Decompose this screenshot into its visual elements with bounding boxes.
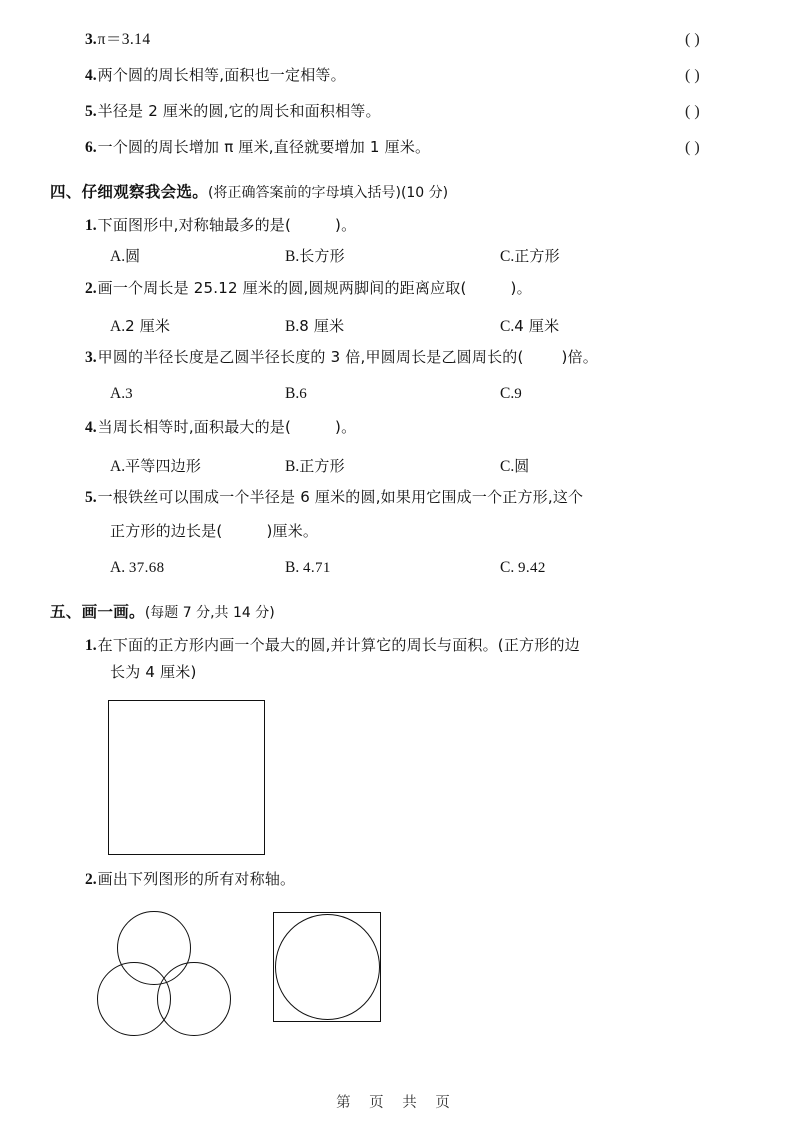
stem-text-a: 下面图形中,对称轴最多的是( [97,216,292,234]
judgement-blank-3[interactable] [685,31,700,49]
option-text: 正方形 [299,457,345,475]
stem-line-1: 一根铁丝可以围成一个半径是 6 厘米的圆,如果用它围成一个正方形,这个 [97,488,584,506]
option-text: 37.68 [128,560,165,576]
option-letter: A. [110,385,126,402]
choice-4-option-c[interactable] [500,455,529,476]
option-letter: A. [110,318,126,335]
option-text: 平等四边形 [125,457,202,475]
section-five-heading [50,600,275,622]
option-letter: B. [285,248,300,265]
item-number: 1. [85,217,97,234]
section-five-subtitle: (每题 7 分,共 14 分) [144,605,275,621]
draw-question-1-line1 [85,638,580,654]
question-line-2: 长为 4 厘米) [110,663,197,681]
choice-4-option-a[interactable] [110,455,201,476]
option-text: 长方形 [299,247,345,265]
item-number: 4. [85,419,97,436]
choice-question-2-stem [85,281,532,297]
item-number: 4. [85,67,97,84]
choice-1-option-a[interactable] [110,245,140,266]
choice-5-option-a[interactable] [110,559,165,577]
option-text: 6 [299,386,308,402]
judgement-blank-6[interactable] [685,139,700,157]
option-letter: A. [110,458,126,475]
option-letter: C. [500,559,515,576]
item-number: 3. [85,31,97,48]
option-letter: C. [500,248,515,265]
section-four-title: 四、仔细观察我会选。 [50,183,209,201]
choice-4-option-b[interactable] [285,455,345,476]
draw-question-1-line2 [110,665,197,681]
blank-parentheses: ( ) [685,103,700,120]
option-text: 4 厘米 [514,317,560,335]
option-letter: C. [500,318,515,335]
option-letter: C. [500,458,515,475]
item-number: 1. [85,637,97,654]
option-text: 2 厘米 [125,317,171,335]
option-letter: B. [285,458,300,475]
stem-text-b: )。 [510,279,532,297]
stem-text-a: 画一个周长是 25.12 厘米的圆,圆规两脚间的距离应取( [97,279,467,297]
judgement-item-3 [85,32,150,48]
choice-1-option-b[interactable] [285,245,345,266]
answer-square-box[interactable] [108,700,265,855]
choice-question-5-stem-line2 [110,524,318,540]
blank-parentheses: ( ) [685,31,700,48]
item-text: 两个圆的周长相等,面积也一定相等。 [97,66,346,84]
choice-5-option-c[interactable] [500,559,546,577]
option-text: 8 厘米 [299,317,345,335]
choice-question-1-stem [85,218,356,234]
circle-bottom-right [157,962,231,1036]
item-text: 一个圆的周长增加 π 厘米,直径就要增加 1 厘米。 [97,138,431,156]
option-letter: A. [110,248,126,265]
section-five-title: 五、画一画。 [50,603,145,621]
option-text: 圆 [125,247,141,265]
choice-5-option-b[interactable] [285,559,331,577]
option-text: 3 [125,386,133,402]
option-letter: B. [285,559,300,576]
option-letter: B. [285,385,300,402]
question-line-1: 画出下列图形的所有对称轴。 [97,870,296,888]
stem-line-2-b: )厘米。 [266,522,319,540]
choice-3-option-b[interactable] [285,385,307,403]
judgement-item-6 [85,140,430,156]
stem-text-b: )倍。 [561,348,598,366]
option-text: 正方形 [514,247,560,265]
judgement-blank-5[interactable] [685,103,700,121]
choice-3-option-a[interactable] [110,385,133,403]
blank-parentheses: ( ) [685,139,700,156]
blank-parentheses: ( ) [685,67,700,84]
option-text: 9 [514,386,523,402]
judgement-item-4 [85,68,346,84]
item-number: 5. [85,489,97,506]
choice-2-option-c[interactable] [500,315,559,336]
stem-text-b: )。 [335,216,357,234]
question-line-1: 在下面的正方形内画一个最大的圆,并计算它的周长与面积。(正方形的边 [97,636,580,654]
page-footer: 第 页 共 页 [336,1095,457,1111]
option-text: 4.71 [302,560,331,576]
choice-2-option-b[interactable] [285,315,344,336]
draw-question-2-line1 [85,872,295,888]
section-four-subtitle: (将正确答案前的字母填入括号)(10 分) [208,185,449,201]
choice-2-option-a[interactable] [110,315,170,336]
stem-line-2-a: 正方形的边长是( [110,522,223,540]
option-text: 9.42 [517,560,546,576]
item-number: 6. [85,139,97,156]
inscribed-circle [275,914,380,1020]
stem-text-b: )。 [335,418,357,436]
choice-question-4-stem [85,420,356,436]
item-number: 2. [85,871,97,888]
item-text: 半径是 2 厘米的圆,它的周长和面积相等。 [97,102,381,120]
judgement-blank-4[interactable] [685,67,700,85]
choice-question-5-stem-line1 [85,490,583,506]
stem-text-a: 当周长相等时,面积最大的是( [97,418,292,436]
choice-3-option-c[interactable] [500,385,522,403]
item-number: 2. [85,280,97,297]
option-text: 圆 [514,457,530,475]
option-letter: B. [285,318,300,335]
item-number: 3. [85,349,97,366]
option-letter: A. [110,559,126,576]
choice-1-option-c[interactable] [500,245,560,266]
item-text: π＝3.14 [97,31,151,48]
item-number: 5. [85,103,97,120]
stem-text-a: 甲圆的半径长度是乙圆半径长度的 3 倍,甲圆周长是乙圆周长的( [97,348,524,366]
option-letter: C. [500,385,515,402]
judgement-item-5 [85,104,381,120]
choice-question-3-stem [85,350,598,366]
section-four-heading [50,180,448,202]
